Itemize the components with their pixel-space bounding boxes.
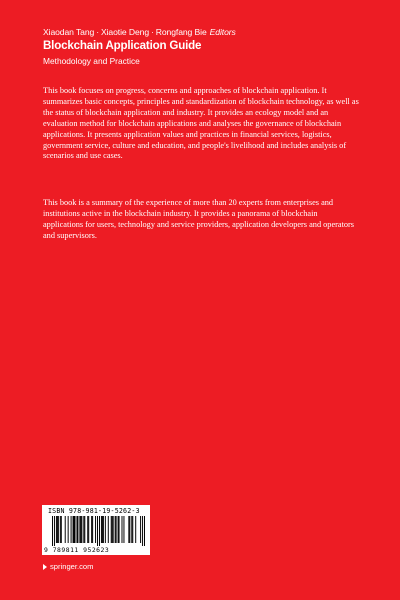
barcode-bar xyxy=(128,516,129,543)
editor-name: Xiaotie Deng xyxy=(100,27,149,37)
barcode-bar xyxy=(68,516,69,543)
barcode-bar xyxy=(81,516,82,543)
barcode-bar xyxy=(135,516,136,543)
barcode-bar xyxy=(87,516,88,543)
barcode-bar xyxy=(131,516,132,543)
barcode-bar xyxy=(101,516,102,543)
publisher-url: springer.com xyxy=(50,562,94,571)
publisher-link[interactable] xyxy=(43,562,93,571)
blurb-paragraph: This book is a summary of the experience of more than 20 experts from enterprises and institutions active in the blockchain industry. It provides a panorama of blockchain applications for users, technology and service providers, application developers and operators and supervisors. xyxy=(43,198,355,240)
barcode-bar xyxy=(54,516,55,546)
barcode-bar xyxy=(71,516,72,543)
barcode-bar xyxy=(116,516,117,543)
barcode-bar xyxy=(74,516,75,543)
barcode-bar xyxy=(84,516,85,543)
barcode-bar xyxy=(103,516,104,543)
barcode-icon xyxy=(52,516,145,546)
barcode-bar xyxy=(75,516,76,543)
barcode-bar xyxy=(88,516,89,543)
barcode-bar xyxy=(144,516,145,546)
barcode-bar xyxy=(123,516,124,543)
barcode-digits: 9 789811 952623 xyxy=(44,546,110,554)
barcode-bar xyxy=(92,516,93,543)
editor-name: Xiaodan Tang xyxy=(43,27,95,37)
barcode-bar xyxy=(73,516,74,543)
editors-role: Editors xyxy=(209,27,236,37)
barcode-bar xyxy=(99,516,100,546)
barcode-bar xyxy=(122,516,123,543)
barcode-bar xyxy=(113,516,114,543)
editor-separator: · xyxy=(96,27,99,37)
barcode-bar xyxy=(65,516,66,543)
barcode-bar xyxy=(58,516,59,543)
blurb-paragraph: This book focuses on progress, concerns and approaches of blockchain application. It summarizes basic concepts, principles and standardization of blockchain technology, as well as the status of blockchain application and industry. It provides an ecology model and an evaluation method for blockchain applications and analyses the governance of blockchain applications. It presents application values and practices in financial services, logistics, government service, culture and education, and people's livelihood and includes analysis of scenarios and use cases. xyxy=(43,86,359,161)
barcode-box xyxy=(42,505,150,555)
barcode-bar xyxy=(76,516,77,543)
barcode-bar xyxy=(118,516,119,543)
barcode-bar xyxy=(105,516,106,543)
barcode-bar xyxy=(112,516,113,543)
editor-name: Rongfang Bie xyxy=(155,27,207,37)
barcode-bar xyxy=(83,516,84,543)
editor-separator: · xyxy=(151,27,154,37)
barcode-bar xyxy=(119,516,120,543)
barcode-bar xyxy=(111,516,112,543)
barcode-bar xyxy=(108,516,109,543)
barcode-bar xyxy=(56,516,57,543)
barcode-bar xyxy=(57,516,58,543)
barcode-bar xyxy=(95,516,96,543)
barcode-bar xyxy=(142,516,143,546)
book-subtitle: Methodology and Practice xyxy=(43,56,140,66)
barcode-bar xyxy=(140,516,141,543)
barcode-bar xyxy=(102,516,103,543)
barcode-bar xyxy=(115,516,116,543)
editors-line xyxy=(43,27,236,37)
barcode-bar xyxy=(77,516,78,543)
barcode-bar xyxy=(60,516,61,543)
barcode-bar xyxy=(79,516,80,543)
book-title: Blockchain Application Guide xyxy=(43,39,202,52)
barcode-bar xyxy=(129,516,130,543)
barcode-bar xyxy=(132,516,133,543)
barcode-bar xyxy=(80,516,81,543)
barcode-bar xyxy=(97,516,98,546)
isbn-label: ISBN 978-981-19-5262-3 xyxy=(48,507,140,515)
barcode-bar xyxy=(52,516,53,546)
barcode-bar xyxy=(91,516,92,543)
barcode-bar xyxy=(61,516,62,543)
arrow-right-icon xyxy=(43,564,47,570)
